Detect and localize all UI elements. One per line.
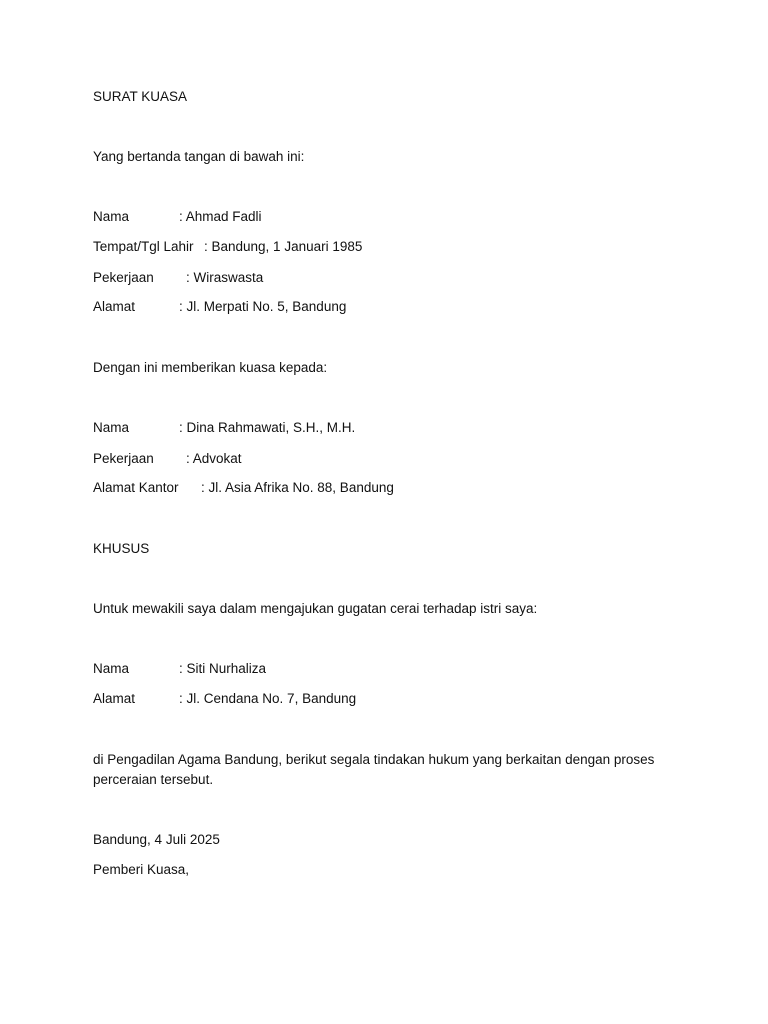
signature-label: Pemberi Kuasa,	[93, 862, 190, 877]
defendant-name-value: : Siti Nurhaliza	[179, 661, 267, 676]
attorney-name-row	[93, 419, 355, 437]
defendant-address-value: : Jl. Cendana No. 7, Bandung	[179, 691, 357, 706]
attorney-name-label: Nama	[93, 420, 130, 435]
defendant-name-row	[93, 660, 266, 678]
grantor-name-value: : Ahmad Fadli	[179, 209, 262, 224]
attorney-job-label: Pekerjaan	[93, 451, 154, 466]
grantor-birth-row	[93, 238, 362, 256]
place-date: Bandung, 4 Juli 2025	[93, 832, 220, 847]
attorney-job-row	[93, 450, 242, 468]
attorney-job-value: : Advokat	[186, 451, 242, 466]
grantor-address-row	[93, 298, 346, 316]
grantor-job-row	[93, 269, 263, 287]
attorney-name-value: : Dina Rahmawati, S.H., M.H.	[179, 420, 356, 435]
attorney-office-label: Alamat Kantor	[93, 480, 179, 495]
grantor-address-label: Alamat	[93, 299, 136, 314]
grantor-name-row	[93, 208, 262, 226]
grantor-birth-value: : Bandung, 1 Januari 1985	[204, 239, 363, 254]
grant-statement: Dengan ini memberikan kuasa kepada:	[93, 360, 328, 375]
special-heading: KHUSUS	[93, 541, 150, 556]
grantor-address-value: : Jl. Merpati No. 5, Bandung	[179, 299, 347, 314]
grantor-name-label: Nama	[93, 209, 130, 224]
intro-text: Yang bertanda tangan di bawah ini:	[93, 149, 305, 164]
grantor-birth-label: Tempat/Tgl Lahir	[93, 239, 194, 254]
closing-paragraph: di Pengadilan Agama Bandung, berikut segala tindakan hukum yang berkaitan dengan proses perceraian tersebut.	[93, 752, 655, 787]
defendant-address-label: Alamat	[93, 691, 136, 706]
document-title: SURAT KUASA	[93, 89, 188, 104]
purpose-text: Untuk mewakili saya dalam mengajukan gugatan cerai terhadap istri saya:	[93, 601, 538, 616]
defendant-name-label: Nama	[93, 661, 130, 676]
attorney-office-row	[93, 479, 394, 497]
grantor-job-label: Pekerjaan	[93, 270, 154, 285]
attorney-office-value: : Jl. Asia Afrika No. 88, Bandung	[201, 480, 394, 495]
grantor-job-value: : Wiraswasta	[186, 270, 264, 285]
defendant-address-row	[93, 690, 356, 708]
